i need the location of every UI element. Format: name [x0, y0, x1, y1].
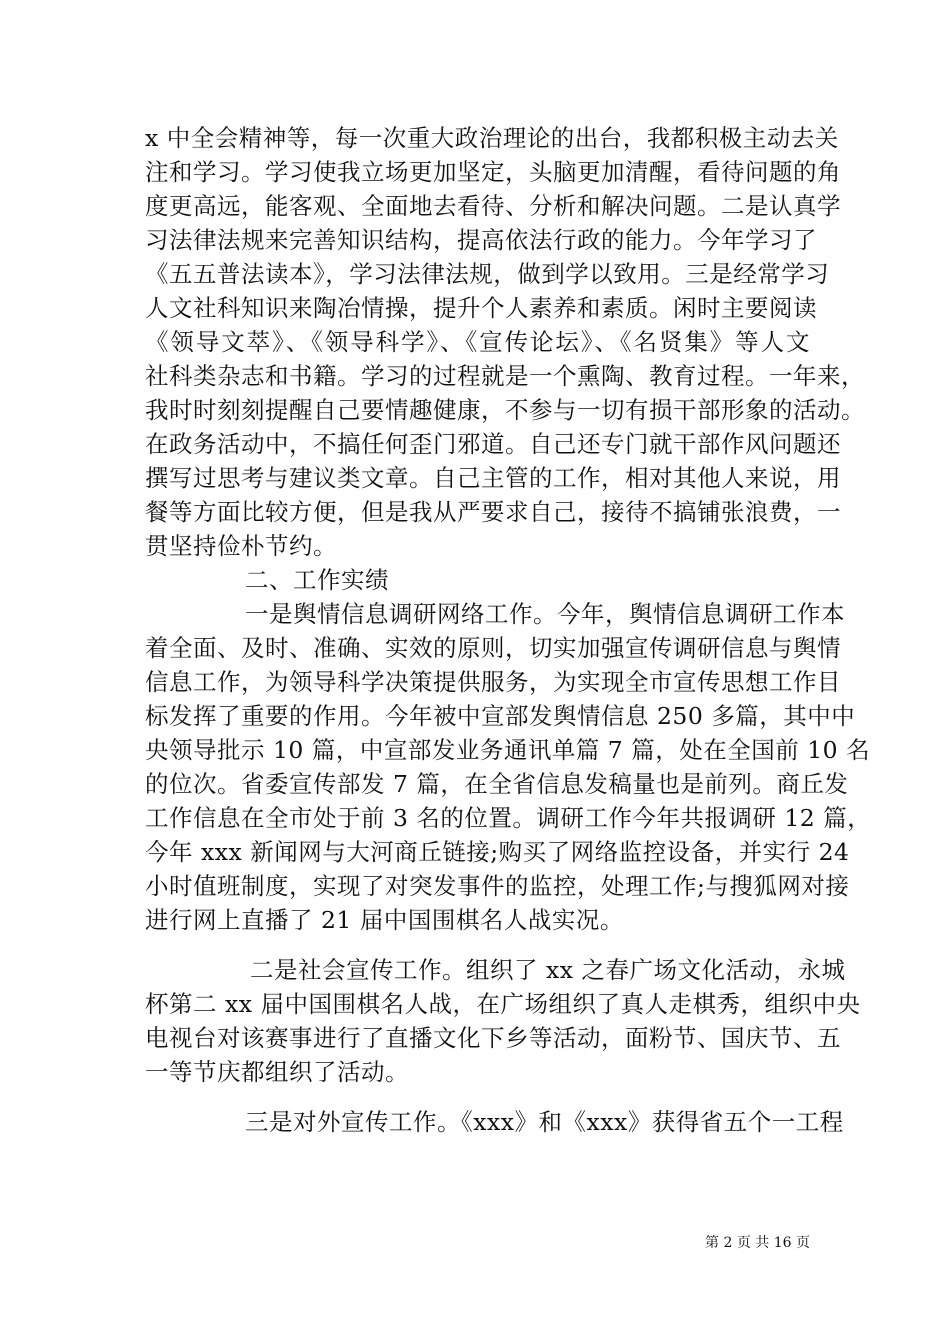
body-line: x 中全会精神等，每一次重大政治理论的出台，我都积极主动去关 — [145, 124, 839, 152]
section-heading: 二、工作实绩 — [245, 566, 389, 594]
body-line: 小时值班制度，实现了对突发事件的监控，处理工作;与搜狐网对接 — [145, 872, 850, 900]
body-line: 注和学习。学习使我立场更加坚定，头脑更加清醒，看待问题的角 — [145, 158, 841, 186]
body-line: 一等节庆都组织了活动。 — [145, 1058, 409, 1086]
body-line: 进行网上直播了 21 届中国围棋名人战实况。 — [145, 906, 624, 934]
body-line: 电视台对该赛事进行了直播文化下乡等活动，面粉节、国庆节、五 — [145, 1024, 841, 1052]
body-line: 着全面、及时、准确、实效的原则，切实加强宣传调研信息与舆情 — [145, 634, 841, 662]
page-footer: 第 2 页 共 16 页 — [705, 1235, 810, 1251]
body-line: 的位次。省委宣传部发 7 篇，在全省信息发稿量也是前列。商丘发 — [145, 770, 849, 798]
body-line: 人文社科知识来陶冶情操，提升个人素养和素质。闲时主要阅读 — [145, 294, 817, 322]
body-line: 二是社会宣传工作。组织了 xx 之春广场文化活动，永城 — [250, 956, 846, 984]
body-line: 标发挥了重要的作用。今年被中宣部发舆情信息 250 多篇，其中中 — [145, 702, 856, 730]
body-line: 度更高远，能客观、全面地去看待、分析和解决问题。二是认真学 — [145, 192, 841, 220]
body-line: 我时时刻刻提醒自己要情趣健康，不参与一切有损干部形象的活动。 — [145, 396, 865, 424]
body-line: 撰写过思考与建议类文章。自己主管的工作，相对其他人来说，用 — [145, 464, 841, 492]
body-line: 央领导批示 10 篇，中宣部发业务通讯单篇 7 篇，处在全国前 10 名 — [145, 736, 871, 764]
body-line: 《五五普法读本》，学习法律法规，做到学以致用。三是经常学习 — [145, 260, 830, 288]
body-line: 在政务活动中，不搞任何歪门邪道。自己还专门就干部作风问题还 — [145, 430, 841, 458]
body-line: 《领导文萃》、《领导科学》、《宣传论坛》、《名贤集》等人文 — [145, 328, 810, 356]
body-line: 工作信息在全市处于前 3 名的位置。调研工作今年共报调研 12 篇， — [145, 804, 872, 832]
body-line: 三是对外宣传工作。《xxx》和《xxx》获得省五个一工程 — [245, 1108, 844, 1136]
body-line: 社科类杂志和书籍。学习的过程就是一个熏陶、教育过程。一年来， — [145, 362, 865, 390]
body-line: 一是舆情信息调研网络工作。今年，舆情信息调研工作本 — [245, 600, 845, 628]
body-line: 杯第二 xx 届中国围棋名人战，在广场组织了真人走棋秀，组织中央 — [145, 990, 861, 1018]
body-line: 贯坚持俭朴节约。 — [145, 532, 337, 560]
body-line: 餐等方面比较方便，但是我从严要求自己，接待不搞铺张浪费，一 — [145, 498, 841, 526]
body-line: 信息工作，为领导科学决策提供服务，为实现全市宣传思想工作目 — [145, 668, 841, 696]
body-line: 习法律法规来完善知识结构，提高依法行政的能力。今年学习了 — [145, 226, 817, 254]
body-line: 今年 xxx 新闻网与大河商丘链接;购买了网络监控设备，并实行 24 — [145, 838, 850, 866]
